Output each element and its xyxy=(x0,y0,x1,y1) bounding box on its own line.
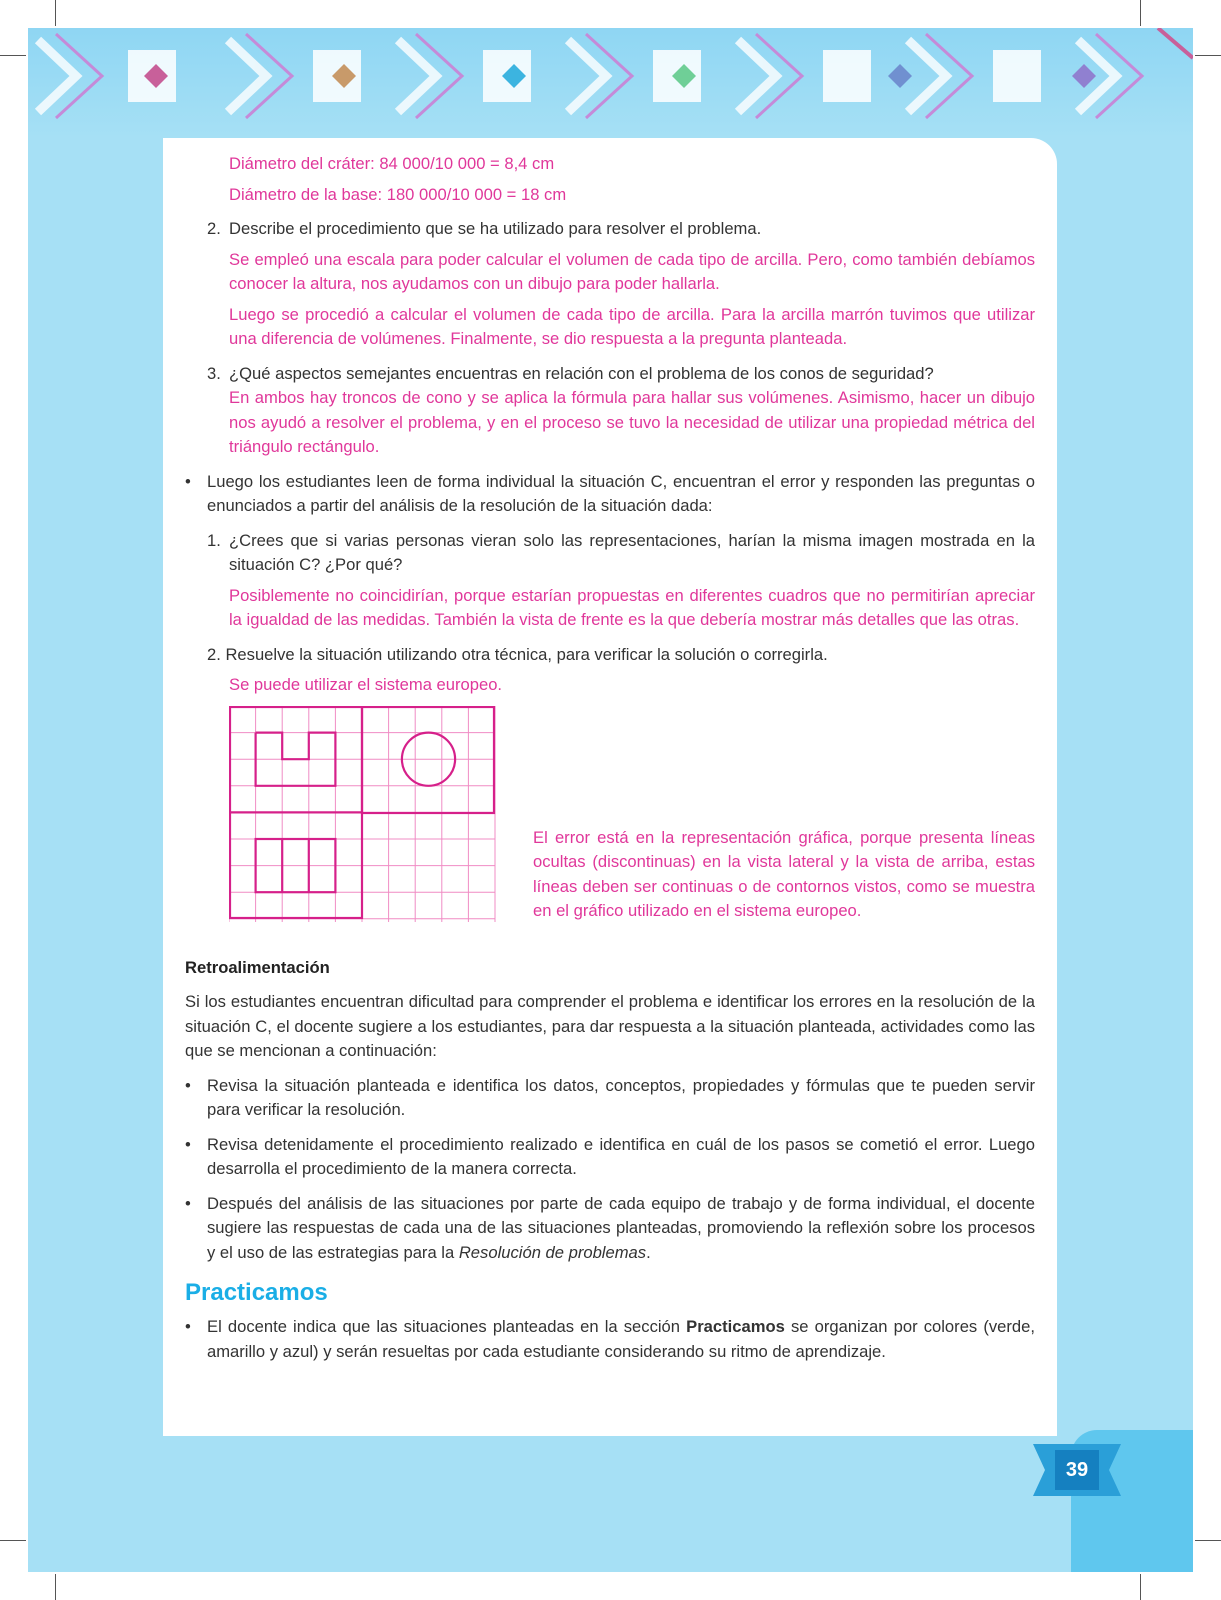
bullet-text-start: El docente indica que las situaciones planteadas en la sección xyxy=(207,1317,687,1336)
bullet-text-start: Después del análisis de las situaciones por parte de cada equipo de trabajo y de forma individual, el docente sugiere las respuestas de cada una de las situaciones planteadas, promoviendo la reflexión sobre los procesos y el uso de las estrategias para la xyxy=(207,1193,1035,1262)
bullet-icon: • xyxy=(185,1317,191,1336)
answer-c2: Se puede utilizar el sistema europeo. xyxy=(229,675,503,694)
page-content xyxy=(185,152,1035,1364)
bullet-icon: • xyxy=(185,1193,191,1213)
question-2 xyxy=(185,217,1035,242)
bullet-icon: • xyxy=(185,471,191,491)
bullet-text: Revisa la situación planteada e identifica los datos, conceptos, propiedades y fórmulas que te pueden servir para verificar la resolución. xyxy=(207,1075,1035,1119)
retro-bullet-3 xyxy=(185,1192,1035,1266)
crop-mark xyxy=(0,55,26,56)
answer-2-paragraph-2: Luego se procedió a calcular el volumen de cada tipo de arcilla. Para la arcilla marrón tuvimos que utilizar una diferencia de volúmenes. Finalmente, se dio respuesta a la pregunta planteada. xyxy=(229,304,1035,348)
crop-mark xyxy=(1140,1574,1141,1600)
retro-bullet-1 xyxy=(185,1074,1035,1123)
answer-2-paragraph-1: Se empleó una escala para poder calcular el volumen de cada tipo de arcilla. Pero, como también debíamos conocer la altura, nos ayudamos con un dibujo para poder hallarla. xyxy=(229,249,1035,293)
page-number: 39 xyxy=(1065,1459,1089,1481)
question-3 xyxy=(185,362,1035,387)
answer-c1: Posiblemente no coincidirían, porque estarían propuestas en diferentes cuadros que no permitirían apreciar la igualdad de las medidas. También la vista de frente es la que debería mostrar más detalles que las otras. xyxy=(229,585,1035,629)
base-diameter: Diámetro de la base: 180 000/10 000 = 18 cm xyxy=(229,184,567,204)
retro-intro: Si los estudiantes encuentran dificultad para comprender el problema e identificar los errores en la resolución de la situación C, el docente sugiere a los estudiantes, para dar respuesta a la situación planteada, actividades como las que se mencionan a continuación: xyxy=(185,992,1035,1060)
bullet-text xyxy=(207,1317,1035,1361)
crop-mark xyxy=(55,1574,56,1600)
question-text: ¿Qué aspectos semejantes encuentras en relación con el problema de los conos de seguridad? xyxy=(229,363,934,383)
bullet-text-end: se organizan por colores (verde, amarillo y azul) y serán resueltas por cada estudiante considerando su ritmo de aprendizaje. xyxy=(207,1317,1035,1361)
question-number: 1. xyxy=(207,530,221,550)
section-title-practicamos: Practicamos xyxy=(185,1279,328,1306)
bullet-text-bold: Practicamos xyxy=(686,1317,785,1336)
practicamos-bullet-1 xyxy=(185,1315,1035,1364)
orthographic-views-diagram xyxy=(229,706,497,922)
bullet-icon: • xyxy=(185,1134,191,1154)
section-title-retroalimentacion: Retroalimentación xyxy=(185,957,330,977)
question-number: 2. xyxy=(207,219,221,238)
error-explanation: El error está en la representación gráfica, porque presenta líneas ocultas (discontinuas) en la vista lateral y la vista de arriba, estas líneas deben ser continuas o de contornos vistos, como se muestra en el gráfico utilizado en el sistema europeo. xyxy=(533,827,1035,920)
crop-mark xyxy=(1195,1540,1221,1541)
question-c2: 2. Resuelve la situación utilizando otra técnica, para verificar la solución o corregirla. xyxy=(207,644,828,664)
retro-bullet-2 xyxy=(185,1133,1035,1182)
crater-diameter: Diámetro del cráter: 84 000/10 000 = 8,4 cm xyxy=(229,154,555,173)
bullet-text: Luego los estudiantes leen de forma individual la situación C, encuentran el error y responden las preguntas o enunciados a partir del análisis de la resolución de la situación dada: xyxy=(207,471,1035,515)
european-system-figure xyxy=(185,706,1035,940)
question-text: ¿Crees que si varias personas vieran solo las representaciones, harían la misma imagen mostrada en la situación C? ¿Por qué? xyxy=(229,530,1035,574)
bullet-text: Revisa detenidamente el procedimiento realizado e identifica en cuál de los pasos se cometió el error. Luego desarrolla el procedimiento de la manera correcta. xyxy=(207,1134,1035,1178)
question-number: 3. xyxy=(207,363,221,383)
geometric-pattern-icon xyxy=(28,28,1193,138)
bullet-text-italic: Resolución de problemas xyxy=(458,1242,647,1262)
crop-mark xyxy=(1195,55,1221,56)
question-c1 xyxy=(185,529,1035,578)
answer-3: En ambos hay troncos de cono y se aplica la fórmula para hallar sus volúmenes. Asimismo, hacer un dibujo nos ayudó a resolver el problema, y en el proceso se tuvo la necesidad de utilizar una propiedad métrica del triángulo rectángulo. xyxy=(229,388,1035,456)
bullet-situation-c xyxy=(185,470,1035,519)
crop-mark xyxy=(1140,0,1141,26)
bullet-text-end: . xyxy=(646,1242,651,1262)
crop-mark xyxy=(0,1540,26,1541)
decorative-header-band xyxy=(28,28,1193,138)
question-text: Describe el procedimiento que se ha utilizado para resolver el problema. xyxy=(229,219,762,238)
crop-mark xyxy=(55,0,56,26)
bullet-text xyxy=(207,1194,1035,1262)
bullet-icon: • xyxy=(185,1075,191,1095)
